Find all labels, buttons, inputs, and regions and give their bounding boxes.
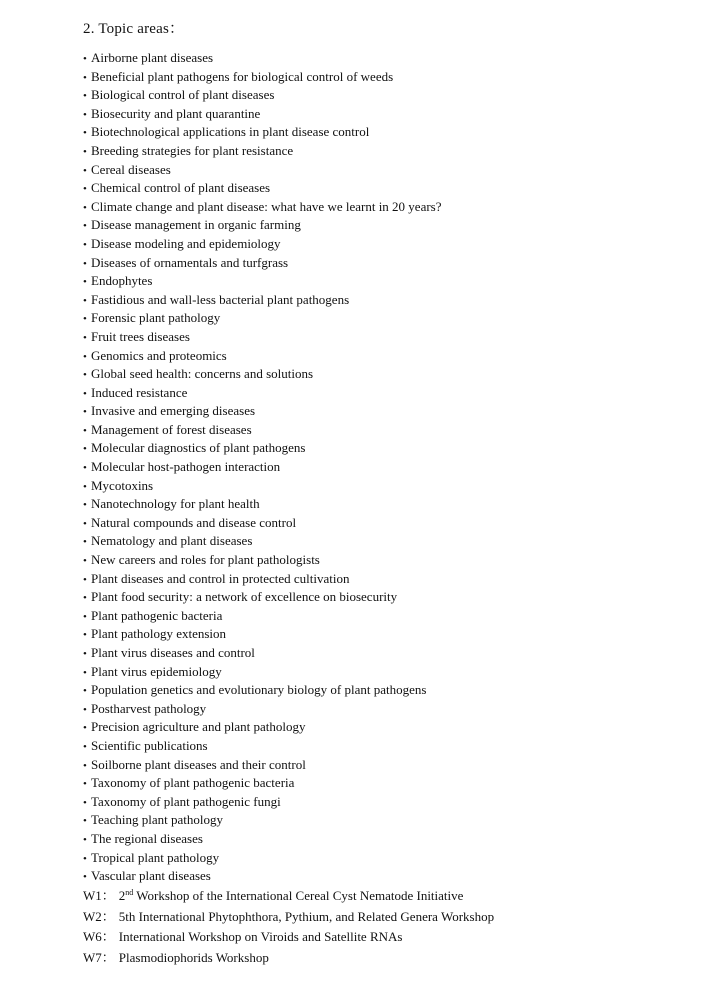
topic-item	[83, 458, 442, 477]
workshop-separator: ：	[101, 929, 115, 944]
topic-item	[83, 532, 442, 551]
bullet-icon: •	[83, 759, 87, 772]
bullet-icon: •	[83, 592, 87, 605]
topic-item	[83, 254, 442, 273]
topic-item	[83, 625, 442, 644]
topic-item	[83, 495, 442, 514]
topic-item	[83, 421, 442, 440]
bullet-icon: •	[83, 703, 87, 716]
bullet-icon: •	[83, 722, 87, 735]
topic-item	[83, 123, 442, 142]
topic-item	[83, 551, 442, 570]
workshop-item	[83, 927, 494, 948]
topic-item	[83, 849, 442, 868]
bullet-icon: •	[83, 387, 87, 400]
topic-label: Vascular plant diseases	[91, 868, 211, 884]
topic-item	[83, 867, 442, 886]
workshop-title: Plasmodiophorids Workshop	[118, 949, 269, 965]
workshop-title: International Workshop on Viroids and Satellite RNAs	[118, 929, 403, 944]
bullet-icon: •	[83, 238, 87, 251]
topic-label: Forensic plant pathology	[91, 310, 221, 326]
topic-label: Climate change and plant disease: what have we learnt in 20 years?	[91, 198, 442, 214]
topic-label: Fruit trees diseases	[91, 328, 190, 344]
workshop-item	[83, 886, 494, 907]
workshop-separator: ：	[101, 888, 115, 903]
topic-item	[83, 384, 442, 403]
topic-item	[83, 68, 442, 87]
workshop-item	[83, 907, 494, 928]
topic-label: Biosecurity and plant quarantine	[91, 105, 261, 121]
topic-label: Fastidious and wall-less bacterial plant pathogens	[91, 291, 350, 307]
topic-item	[83, 328, 442, 347]
workshop-separator: ：	[101, 949, 115, 965]
topic-label: Taxonomy of plant pathogenic fungi	[91, 793, 281, 809]
topic-item	[83, 718, 442, 737]
topic-item	[83, 402, 442, 421]
workshop-item	[83, 948, 494, 969]
topic-label: Biological control of plant diseases	[91, 87, 275, 103]
bullet-icon: •	[83, 871, 87, 884]
bullet-icon: •	[83, 685, 87, 698]
topic-label: Molecular diagnostics of plant pathogens	[91, 440, 306, 456]
topic-item	[83, 793, 442, 812]
topic-item	[83, 272, 442, 291]
workshop-number: 2	[118, 888, 126, 903]
topic-item	[83, 514, 442, 533]
topic-label: Airborne plant diseases	[91, 50, 214, 65]
bullet-icon: •	[83, 610, 87, 623]
topic-label: Biotechnological applications in plant disease control	[91, 124, 370, 140]
topic-item	[83, 161, 442, 180]
topic-label: Natural compounds and disease control	[91, 514, 297, 530]
topic-label: Tropical plant pathology	[91, 849, 220, 865]
bullet-icon: •	[83, 536, 87, 549]
topic-label: Teaching plant pathology	[91, 812, 223, 828]
topic-label: Scientific publications	[91, 737, 208, 753]
topic-item	[83, 347, 442, 366]
topic-label: Nanotechnology for plant health	[91, 496, 260, 512]
topic-label: Endophytes	[91, 273, 153, 289]
topic-item	[83, 774, 442, 793]
bullet-icon: •	[83, 517, 87, 530]
topic-label: Postharvest pathology	[91, 700, 207, 716]
bullet-icon: •	[83, 220, 87, 233]
topic-label: Nematology and plant diseases	[91, 533, 253, 549]
topic-label: Cereal diseases	[91, 161, 171, 177]
topic-item	[83, 644, 442, 663]
workshop-code: W6	[83, 929, 102, 944]
topic-label: Precision agriculture and plant pathology	[91, 719, 306, 735]
topic-item	[83, 179, 442, 198]
topic-label: Plant pathogenic bacteria	[91, 607, 223, 623]
topic-item	[83, 607, 442, 626]
topic-label: Management of forest diseases	[91, 421, 252, 437]
topic-item	[83, 756, 442, 775]
topic-label: Taxonomy of plant pathogenic bacteria	[91, 775, 295, 791]
bullet-icon: •	[83, 815, 87, 828]
bullet-icon: •	[83, 573, 87, 586]
bullet-icon: •	[83, 350, 87, 363]
topic-label: Plant diseases and control in protected cultivation	[91, 570, 350, 586]
bullet-icon: •	[83, 555, 87, 568]
bullet-icon: •	[83, 499, 87, 512]
topic-label: Breeding strategies for plant resistance	[91, 142, 294, 158]
bullet-icon: •	[83, 145, 87, 158]
bullet-icon: •	[83, 740, 87, 753]
bullet-icon: •	[83, 201, 87, 214]
topic-item	[83, 198, 442, 217]
topic-label: Mycotoxins	[91, 477, 154, 493]
topic-item	[83, 700, 442, 719]
topic-label: Invasive and emerging diseases	[91, 403, 256, 419]
topic-item	[83, 216, 442, 235]
bullet-icon: •	[83, 127, 87, 140]
topic-item	[83, 105, 442, 124]
bullet-icon: •	[83, 331, 87, 344]
topic-item	[83, 737, 442, 756]
topic-label: Population genetics and evolutionary biology of plant pathogens	[91, 682, 427, 698]
topic-label: The regional diseases	[91, 830, 203, 846]
topic-label: Beneficial plant pathogens for biological control of weeds	[91, 68, 394, 84]
bullet-icon: •	[83, 108, 87, 121]
workshop-code: W7	[83, 949, 102, 965]
bullet-icon: •	[83, 629, 87, 642]
bullet-icon: •	[83, 648, 87, 660]
bullet-icon: •	[83, 424, 87, 437]
bullet-icon: •	[83, 369, 87, 382]
bullet-icon: •	[83, 90, 87, 103]
topic-label: Diseases of ornamentals and turfgrass	[91, 254, 289, 270]
topic-label: New careers and roles for plant pathologists	[91, 552, 320, 568]
topic-label: Disease modeling and epidemiology	[91, 235, 281, 251]
bullet-icon: •	[83, 796, 87, 809]
topic-label: Induced resistance	[91, 384, 188, 400]
workshop-title: Workshop of the International Cereal Cyst Nematode Initiative	[133, 888, 464, 903]
bullet-icon: •	[83, 462, 87, 475]
bullet-icon: •	[83, 443, 87, 456]
topic-item	[83, 663, 442, 682]
bullet-icon: •	[83, 313, 87, 326]
topic-item	[83, 235, 442, 254]
workshop-title: 5th International Phytophthora, Pythium, and Related Genera Workshop	[118, 908, 495, 924]
topic-item	[83, 49, 442, 68]
bullet-icon: •	[83, 164, 87, 177]
bullet-icon: •	[83, 276, 87, 289]
topic-label: Plant virus epidemiology	[91, 663, 222, 679]
topic-label: Disease management in organic farming	[91, 217, 301, 233]
topic-item	[83, 309, 442, 328]
topic-item	[83, 570, 442, 589]
topic-item	[83, 86, 442, 105]
topic-label: Plant pathology extension	[91, 626, 227, 642]
topic-label: Genomics and proteomics	[91, 347, 227, 363]
topic-label: Plant food security: a network of excellence on biosecurity	[91, 589, 398, 605]
bullet-icon: •	[83, 183, 87, 196]
workshop-ordinal-suffix: nd	[125, 888, 134, 897]
bullet-icon: •	[83, 406, 87, 419]
bullet-icon: •	[83, 53, 87, 65]
topic-label: Molecular host-pathogen interaction	[91, 459, 281, 475]
workshop-separator: ：	[101, 908, 115, 924]
topic-item	[83, 142, 442, 161]
topic-label: Plant virus diseases and control	[91, 645, 255, 660]
workshop-list	[83, 886, 494, 968]
bullet-icon: •	[83, 852, 87, 865]
topic-item	[83, 439, 442, 458]
topic-item	[83, 477, 442, 496]
bullet-icon: •	[83, 666, 87, 679]
topic-list	[83, 49, 442, 886]
bullet-icon: •	[83, 294, 87, 307]
topic-item	[83, 681, 442, 700]
topic-label: Chemical control of plant diseases	[91, 180, 271, 196]
topic-label: Soilborne plant diseases and their control	[91, 756, 306, 772]
workshop-code: W2	[83, 908, 102, 924]
workshop-code: W1	[83, 888, 102, 903]
bullet-icon: •	[83, 257, 87, 270]
bullet-icon: •	[83, 778, 87, 791]
topic-label: Global seed health: concerns and solutions	[91, 366, 314, 382]
topic-item	[83, 291, 442, 310]
topic-item	[83, 365, 442, 384]
section-heading: 2. Topic areas：	[83, 21, 185, 37]
topic-item	[83, 588, 442, 607]
bullet-icon: •	[83, 480, 87, 493]
topic-item	[83, 830, 442, 849]
bullet-icon: •	[83, 833, 87, 846]
bullet-icon: •	[83, 71, 87, 84]
topic-item	[83, 811, 442, 830]
